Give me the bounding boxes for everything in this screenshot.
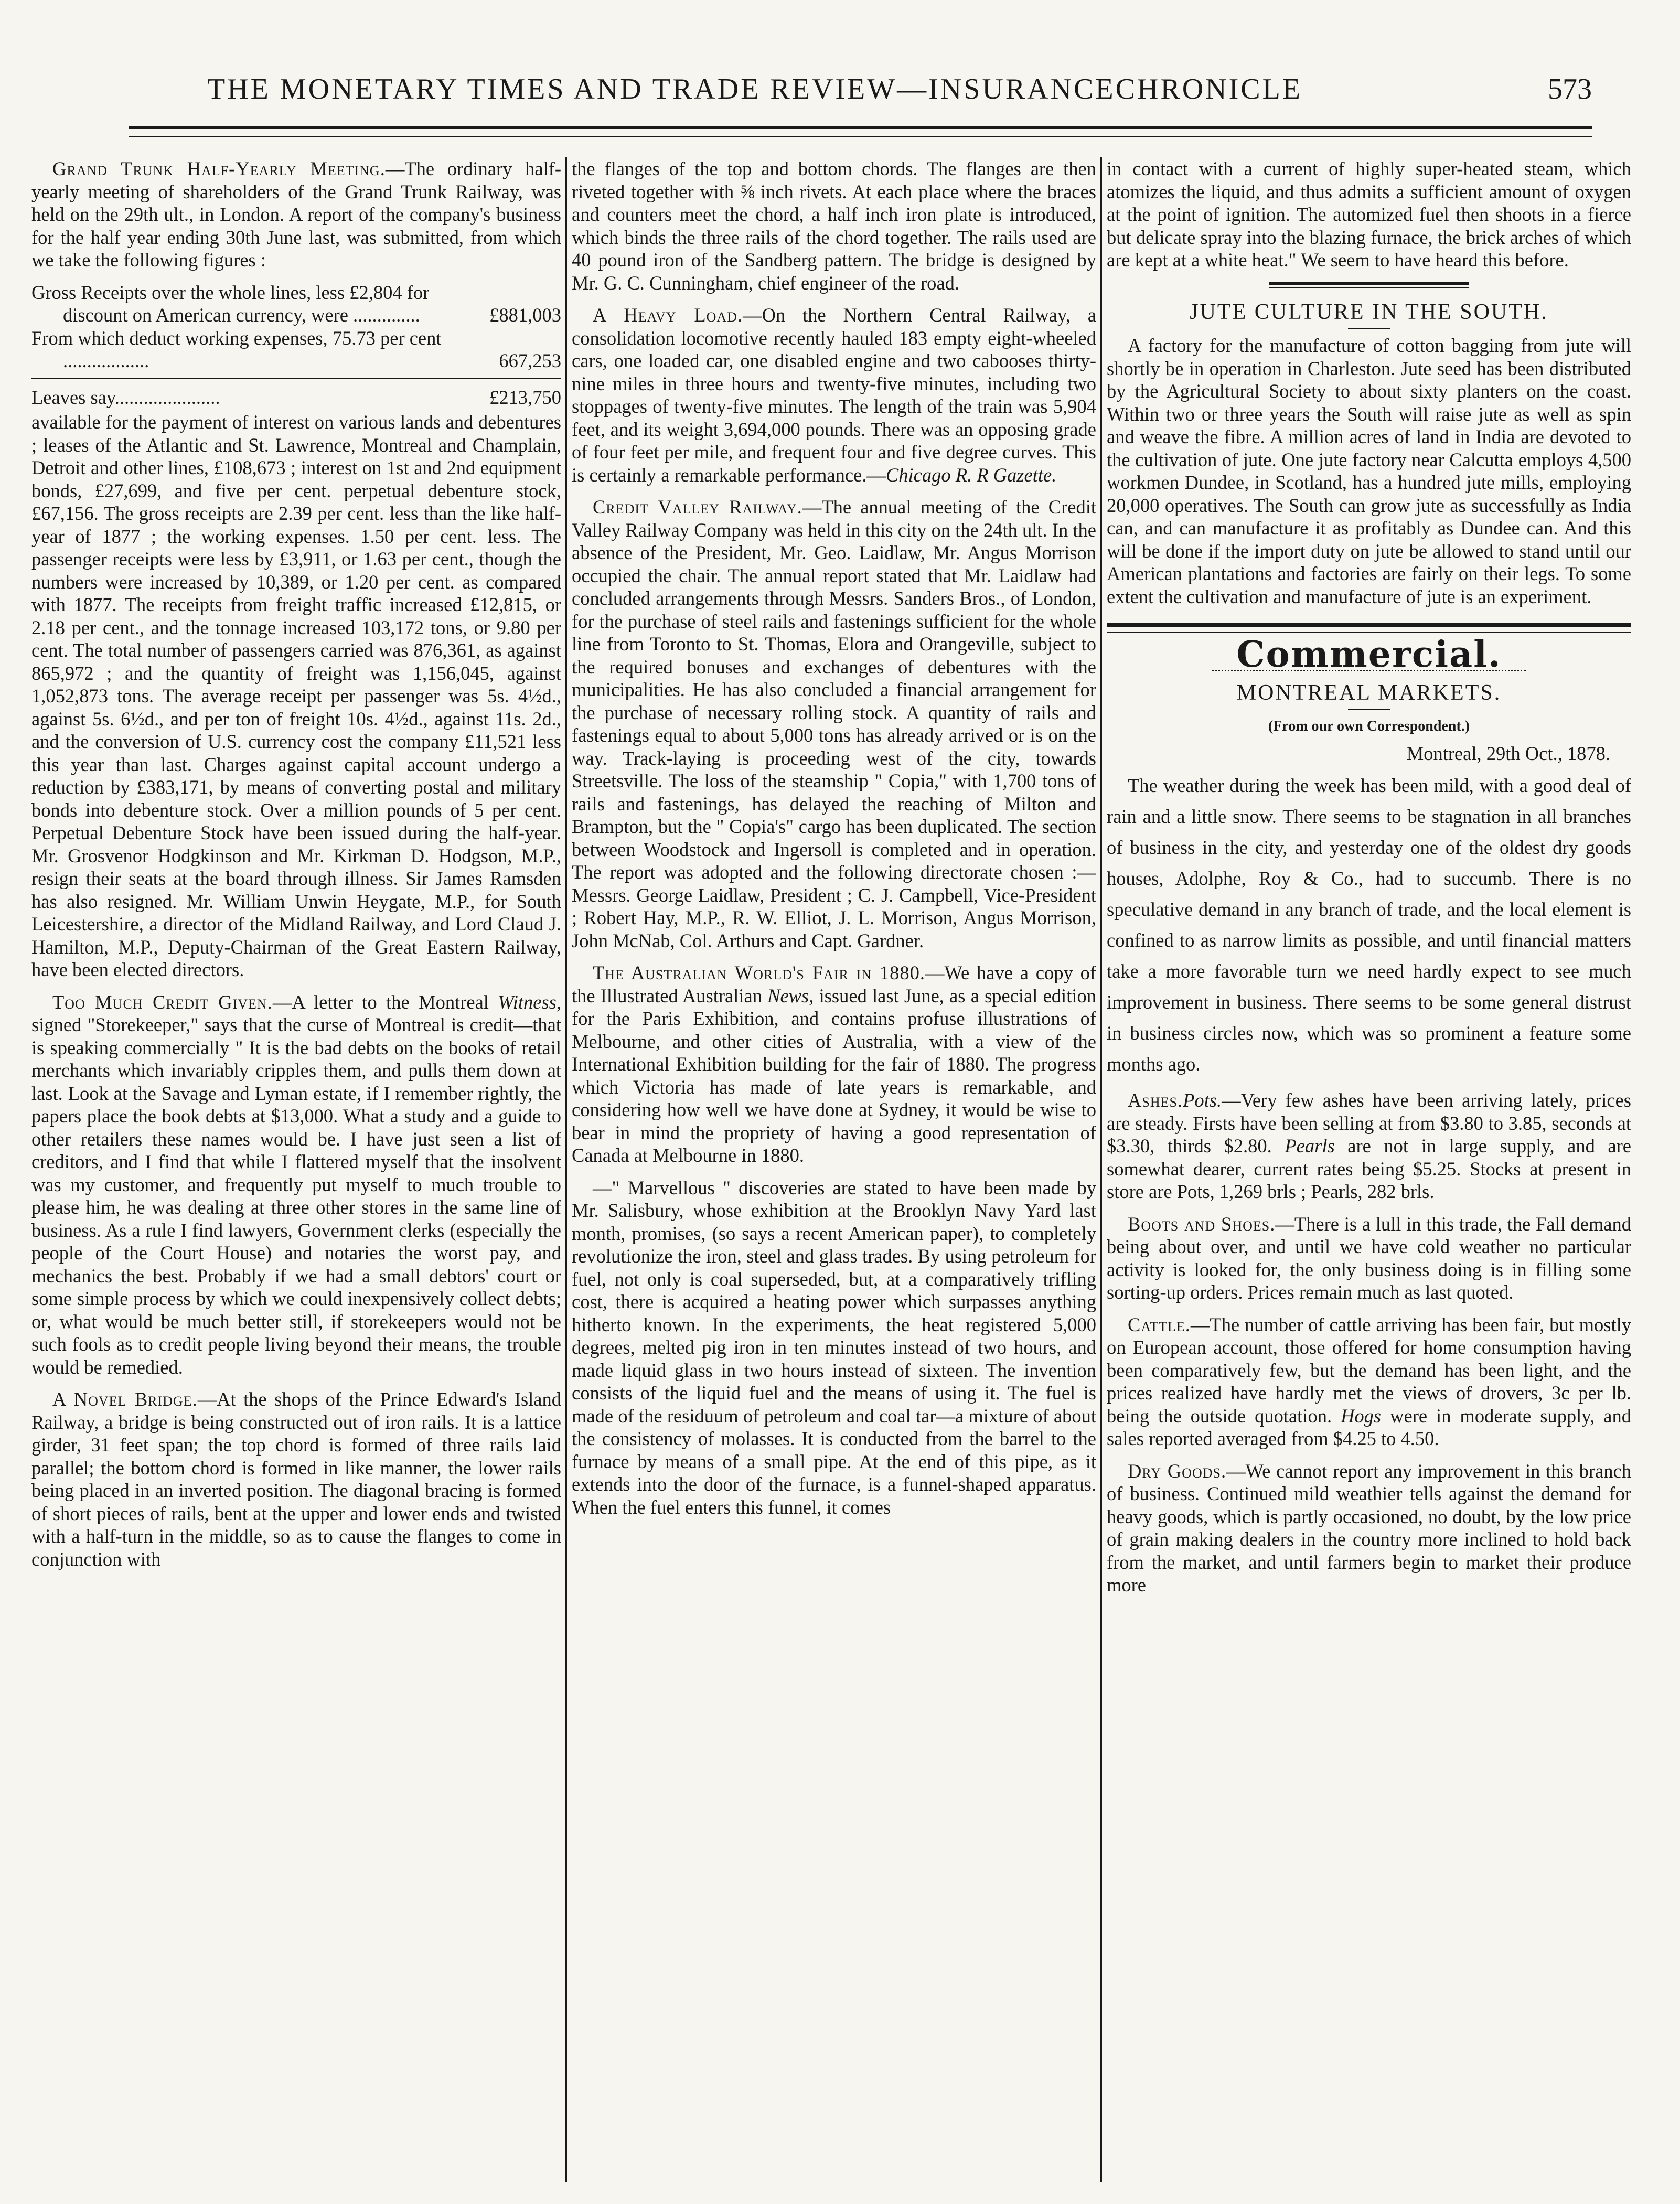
column-divider — [565, 157, 567, 2182]
article-text: , signed "Storekeeper," says that the curse of Montreal is credit—that is speaking commercially " It is the bad debts on the books of retail merchants which invariably cripples them, and pulls them down at last. Look at the Savage and Lyman estate, if I remember rightly, the papers place the book debts at $13,000. What a study and a guide to other retailers these names would be. I have just seen a list of creditors, and I find that while I flattered myself that the insolvent was my customer, and frequently put myself to much trouble to please him, he was dealing at three other stores in the same line of business. As a rule I find lawyers, Government clerks (especially the people of the Court House) and notaries the worst pay, and mechanics the best. Probably if we had a small debtors' court or some simple process by which we could inexpensively collect debts; or, what would be much better still, if storekeepers would not be such fools as to credit people living beyond their means, the trouble would be remedied. — [31, 991, 561, 1378]
row-label: Leaves say...................... — [31, 386, 220, 408]
section-rule — [1107, 623, 1631, 633]
row-value: £213,750 — [489, 386, 561, 408]
article-text: are not in large supply, and are somewhat dearer, current rates being $5.25. Stocks at present in store are Pots, 1,269 brls ; Pearls, 282 brls. — [1107, 1135, 1631, 1202]
article-title: Boots and Shoes. — [1128, 1213, 1276, 1235]
title-rule — [1348, 328, 1390, 329]
article-title: Ashes. — [1128, 1089, 1183, 1111]
article-text: in contact with a current of highly super-heated steam, which atomizes the liquid, and thus admits a sufficient amount of oxygen at the point of ignition. The automized fuel then shoots in a fierce but delicate spray into the blazing furnace, the brick arches of which are kept at a white heat." We seem to have heard this before. — [1107, 158, 1631, 271]
table-row — [31, 327, 561, 372]
article-text: —We have a copy of the Illustrated Australian — [572, 962, 1096, 1007]
article-text: —The number of cattle arriving has been fair, but mostly on European account, those offered for home consumption having been comparatively few, but the demand has been light, and the prices realized have hardly met the views of drovers, 3c per lb. being the outside quotation. — [1107, 1313, 1631, 1427]
marvellous-article: —" Marvellous " discoveries are stated to have been made by Mr. Salisbury, whose exhibition at the Brooklyn Navy Yard last month, promises, (so says a recent American paper), to completely revolutionize the iron, steel and glass trades. By using petroleum for fuel, not only is coal superseded, but, at a comparatively trifling cost, there is acquired a heating power which surpasses anything hitherto known. In the experiments, the heat registered 5,000 degrees, melted pig iron in ten minutes instead of two hours, and made liquid glass in two hours instead of sixteen. The invention consists of the liquid fuel and the means of using it. The fuel is made of the residuum of petroleum and coal tar—a mixture of about the consistency of molasses. It is conducted from the barrel to the furnace by means of a small pipe. At the end of this pipe, as it extends into the door of the furnace, is a funnel-shaped apparatus. When the fuel enters this funnel, it comes — [572, 1176, 1096, 1518]
page-number: 573 — [1548, 73, 1592, 105]
article-source: Chicago R. R Gazette. — [885, 464, 1057, 486]
article-text: —The annual meeting of the Credit Valley Railway Company was held in this city on the 24th ult. In the absence of the President, Mr. Geo. Laidlaw, Mr. Angus Morrison occupied the chair. The annual report stated that Mr. Laidlaw had concluded arrangements through Messrs. Sanders Bros., of London, for the purchase of steel rails and fastenings sufficient for the whole line from Toronto to St. Thomas, Elora and Orangeville, subject to the required bonuses and exchanges of debentures with the municipalities. He has also concluded a financial arrangement for the purchase of necessary rolling stock. A quantity of rails and fastenings equal to about 5,000 tons has already arrived or is on the way. Track-laying is proceeding west of the city, towards Streetsville. The loss of the steamship " Copia," with 1,700 tons of rails and fastenings, has delayed the reaching of Milton and Brampton, but the " Copia's" cargo has been duplicated. The section between Woodstock and Ingersoll is completed and in operation. The report was adopted and the following directorate chosen :—Messrs. George Laidlaw, President ; C. J. Campbell, Vice-President ; Robert Hay, M.P., R. W. Elliot, J. L. Morrison, Angus Morrison, John McNab, Col. Arthurs and Capt. Gardner. — [572, 496, 1096, 951]
commercial-heading: Commercial. — [1236, 634, 1502, 676]
page-header — [207, 62, 1592, 120]
too-much-credit-article — [31, 991, 561, 1379]
table-row-total — [31, 386, 561, 409]
article-title: Credit Valley Railway. — [593, 496, 802, 518]
article-text: , issued last June, as a special edition for the Paris Exhibition, and contains profuse illustrations of Melbourne, and other cities of Australia, with a view of the International Exhibition building for the fair of 1880. The progress which Victoria has made of late years is remarkable, and considering how well we have done at Sydney, it would be wise to bear in mind the propriety of having a good representation of Canada at Melbourne in 1880. — [572, 985, 1096, 1166]
heavy-load-article — [572, 304, 1096, 486]
sub-title: Pearls — [1285, 1135, 1335, 1157]
ashes-report — [1107, 1089, 1631, 1203]
table-row — [31, 281, 561, 327]
article-text: were in moderate supply, and sales reported averaged from $4.25 to 4.50. — [1107, 1405, 1631, 1449]
row-label: Gross Receipts over the whole lines, less £2,804 for discount on American currency, were .............. — [31, 281, 430, 326]
sub-title: Hogs — [1341, 1405, 1382, 1427]
sub-title: Pots. — [1183, 1089, 1222, 1111]
article-text: —A letter to the Montreal — [272, 991, 498, 1013]
column-3 — [1107, 157, 1631, 2182]
boots-shoes-report — [1107, 1213, 1631, 1304]
article-text: the flanges of the top and bottom chords. The flanges are then riveted together with ⅝ inch rivets. At each place where the braces and counters meet the chord, a half inch iron plate is introduced, which binds the three rails of the chord together. The rails used are 40 pound iron of the Sandberg pattern. The bridge is designed by Mr. G. C. Cunningham, chief engineer of the road. — [572, 158, 1096, 294]
article-text: available for the payment of interest on various lands and debentures ; leases of the Atlantic and St. Lawrence, Montreal and Champlain, Detroit and other lines, £108,673 ; interest on 1st and 2nd equipment bonds, £27,699, and five per cent. perpetual debenture stock, £67,156. The gross receipts are 2.39 per cent. less than the like half-year of 1877 ; the working expenses. 1.50 per cent. less. The passenger receipts were less by £3,911, or 1.63 per cent., though the numbers were increased by 10,389, or 1.20 per cent. as compared with 1877. The receipts from freight traffic increased £12,815, or 2.18 per cent., and the tonnage increased 103,172 tons, or 9.80 per cent. The total number of passengers carried was 876,361, as against 865,972 ; and the quantity of freight was 1,156,045, against 1,052,873 tons. The average receipt per passenger was 5s. 4½d., against 5s. 6½d., and per ton of freight 10s. 4½d., against 11s. 2d., and the conversion of U.S. currency cost the company £11,521 less this year than last. Charges against capital account undergo a reduction by £383,171, by means of converting postal and military bonds into debenture stock. Over a million pounds of 5 per cent. Perpetual Debenture Stock have been issued during the half-year. Mr. Grosvenor Hodgkinson and Mr. Kirkman D. Hodgson, M.P., resign their seats at the board through illness. Sir James Ramsden has also resigned. Mr. William Unwin Heygate, M.P., for South Leicestershire, a director of the Midland Railway, and Lord Claud J. Hamilton, M.P., Deputy-Chairman of the Great Eastern Railway, have been elected directors. — [31, 411, 561, 980]
title-rule — [1348, 709, 1390, 710]
publication-name: Witness — [498, 991, 557, 1013]
novel-bridge-article — [31, 1388, 561, 1570]
column-1 — [31, 157, 561, 2182]
montreal-markets-heading: MONTREAL MARKETS. — [1236, 680, 1502, 705]
credit-valley-article — [572, 496, 1096, 952]
article-title: Cattle. — [1128, 1313, 1191, 1335]
masthead-title: THE MONETARY TIMES AND TRADE REVIEW—INSURANCECHRONICLE — [207, 73, 1303, 105]
article-title: A Heavy Load. — [593, 304, 743, 326]
row-value: £881,003 — [489, 304, 561, 326]
australian-fair-article — [572, 961, 1096, 1167]
section-rule — [1269, 282, 1469, 288]
article-title: Too Much Credit Given. — [52, 991, 273, 1013]
article-title: Grand Trunk Half-Yearly Meeting. — [52, 158, 386, 179]
dry-goods-report — [1107, 1460, 1631, 1597]
article-text: —On the Northern Central Railway, a consolidation locomotive recently hauled 183 empty eight-wheeled cars, one loaded car, one disabled engine and two cabooses thirty-nine miles in three hours and twenty-five minutes, including two stoppages of twenty-five minutes. The length of the train was 5,904 feet, and its weight 3,694,000 pounds. There was an opposing grade of four feet per mile, and frequent four and five degree curves. This is certainly a remarkable performance.— — [572, 304, 1096, 486]
grand-trunk-article — [31, 157, 561, 272]
article-text: —At the shops of the Prince Edward's Island Railway, a bridge is being constructed out of iron rails. It is a lattice girder, 31 feet span; the top chord is formed of three rails laid parallel; the bottom chord is formed in like manner, the lower rails being placed in an inverted position. The diagonal bracing is formed of short pieces of rails, bent at the upper and lower ends and twisted with a half-turn in the middle, so as to cause the flanges to come in conjunction with — [31, 1388, 561, 1570]
dateline: Montreal, 29th Oct., 1878. — [1406, 742, 1610, 764]
markets-intro — [1107, 770, 1631, 1079]
article-text: —The ordinary half-yearly meeting of shareholders of the Grand Trunk Railway, was held on the 29th ult., in London. A report of the company's business for the half year ending 30th June last, was submitted, from which we take the following figures : — [31, 158, 561, 271]
row-value: 667,253 — [499, 350, 561, 371]
article-title: A Novel Bridge. — [52, 1388, 198, 1410]
cattle-report — [1107, 1313, 1631, 1450]
column-divider — [1100, 157, 1102, 2182]
jute-article: A factory for the manufacture of cotton bagging from jute will shortly be in operation in Charleston. Jute seed has been distributed by the Agricultural Society to about sixty planters on the coast. Within two or three years the South will raise jute as well as spin and weave the fibre. A million acres of land in India are devoted to the cultivation of jute. One jute factory near Calcutta employs 4,500 workmen Dundee, in Scotland, has a hundred jute mills, employing 20,000 operatives. The South can grow jute as successfully as India can, and can manufacture it as profitably as Dundee can. And this will be done if the import duty on jute be allowed to stand until our American plantations and factories are fairly on their legs. To some extent the cultivation and manufacture of jute is an experiment. — [1107, 335, 1631, 607]
jute-heading: JUTE CULTURE IN THE SOUTH. — [1190, 299, 1548, 324]
article-text: —There is a lull in this trade, the Fall demand being about over, and until we have cold weather no particular activity is looked for, the only business doing is in filling some sorting-up orders. Prices remain much as last quoted. — [1107, 1213, 1631, 1303]
article-text: —We cannot report any improvement in this branch of business. Continued mild weathier tells against the demand for heavy goods, which is partly occasioned, no doubt, by the low price of grain making dealers in the country more inclined to hold back from the market, and until farmers begin to market their produce more — [1107, 1460, 1631, 1596]
article-title: The Australian World's Fair in 1880. — [593, 962, 925, 983]
article-text: —Very few ashes have been arriving lately, prices are steady. Firsts have been selling at from $3.80 to 3.85, seconds at $3.30, thirds $2.80. — [1107, 1089, 1631, 1157]
publication-name: News — [767, 985, 809, 1007]
column-2 — [572, 157, 1096, 2182]
row-label: From which deduct working expenses, 75.73 per cent .................. — [31, 327, 442, 371]
correspondent-line: (From our own Correspondent.) — [1268, 718, 1470, 734]
article-text: The weather during the week has been mild, with a good deal of rain and a little snow. There seems to be stagnation in all branches of business in the city, and yesterday one of the oldest dry goods houses, Adolphe, Roy & Co., had to succumb. There is no speculative demand in any branch of trade, and the local element is confined to as narrow limits as possible, and until financial matters take a more favorable turn we need hardly expect to see much improvement in business. There seems to be some general distrust in business circles now, which was so prominent a feature some months ago. — [1107, 775, 1631, 1075]
receipts-table — [31, 281, 561, 409]
article-title: Dry Goods. — [1128, 1460, 1227, 1482]
table-rule — [31, 378, 561, 379]
header-rule — [129, 126, 1592, 137]
